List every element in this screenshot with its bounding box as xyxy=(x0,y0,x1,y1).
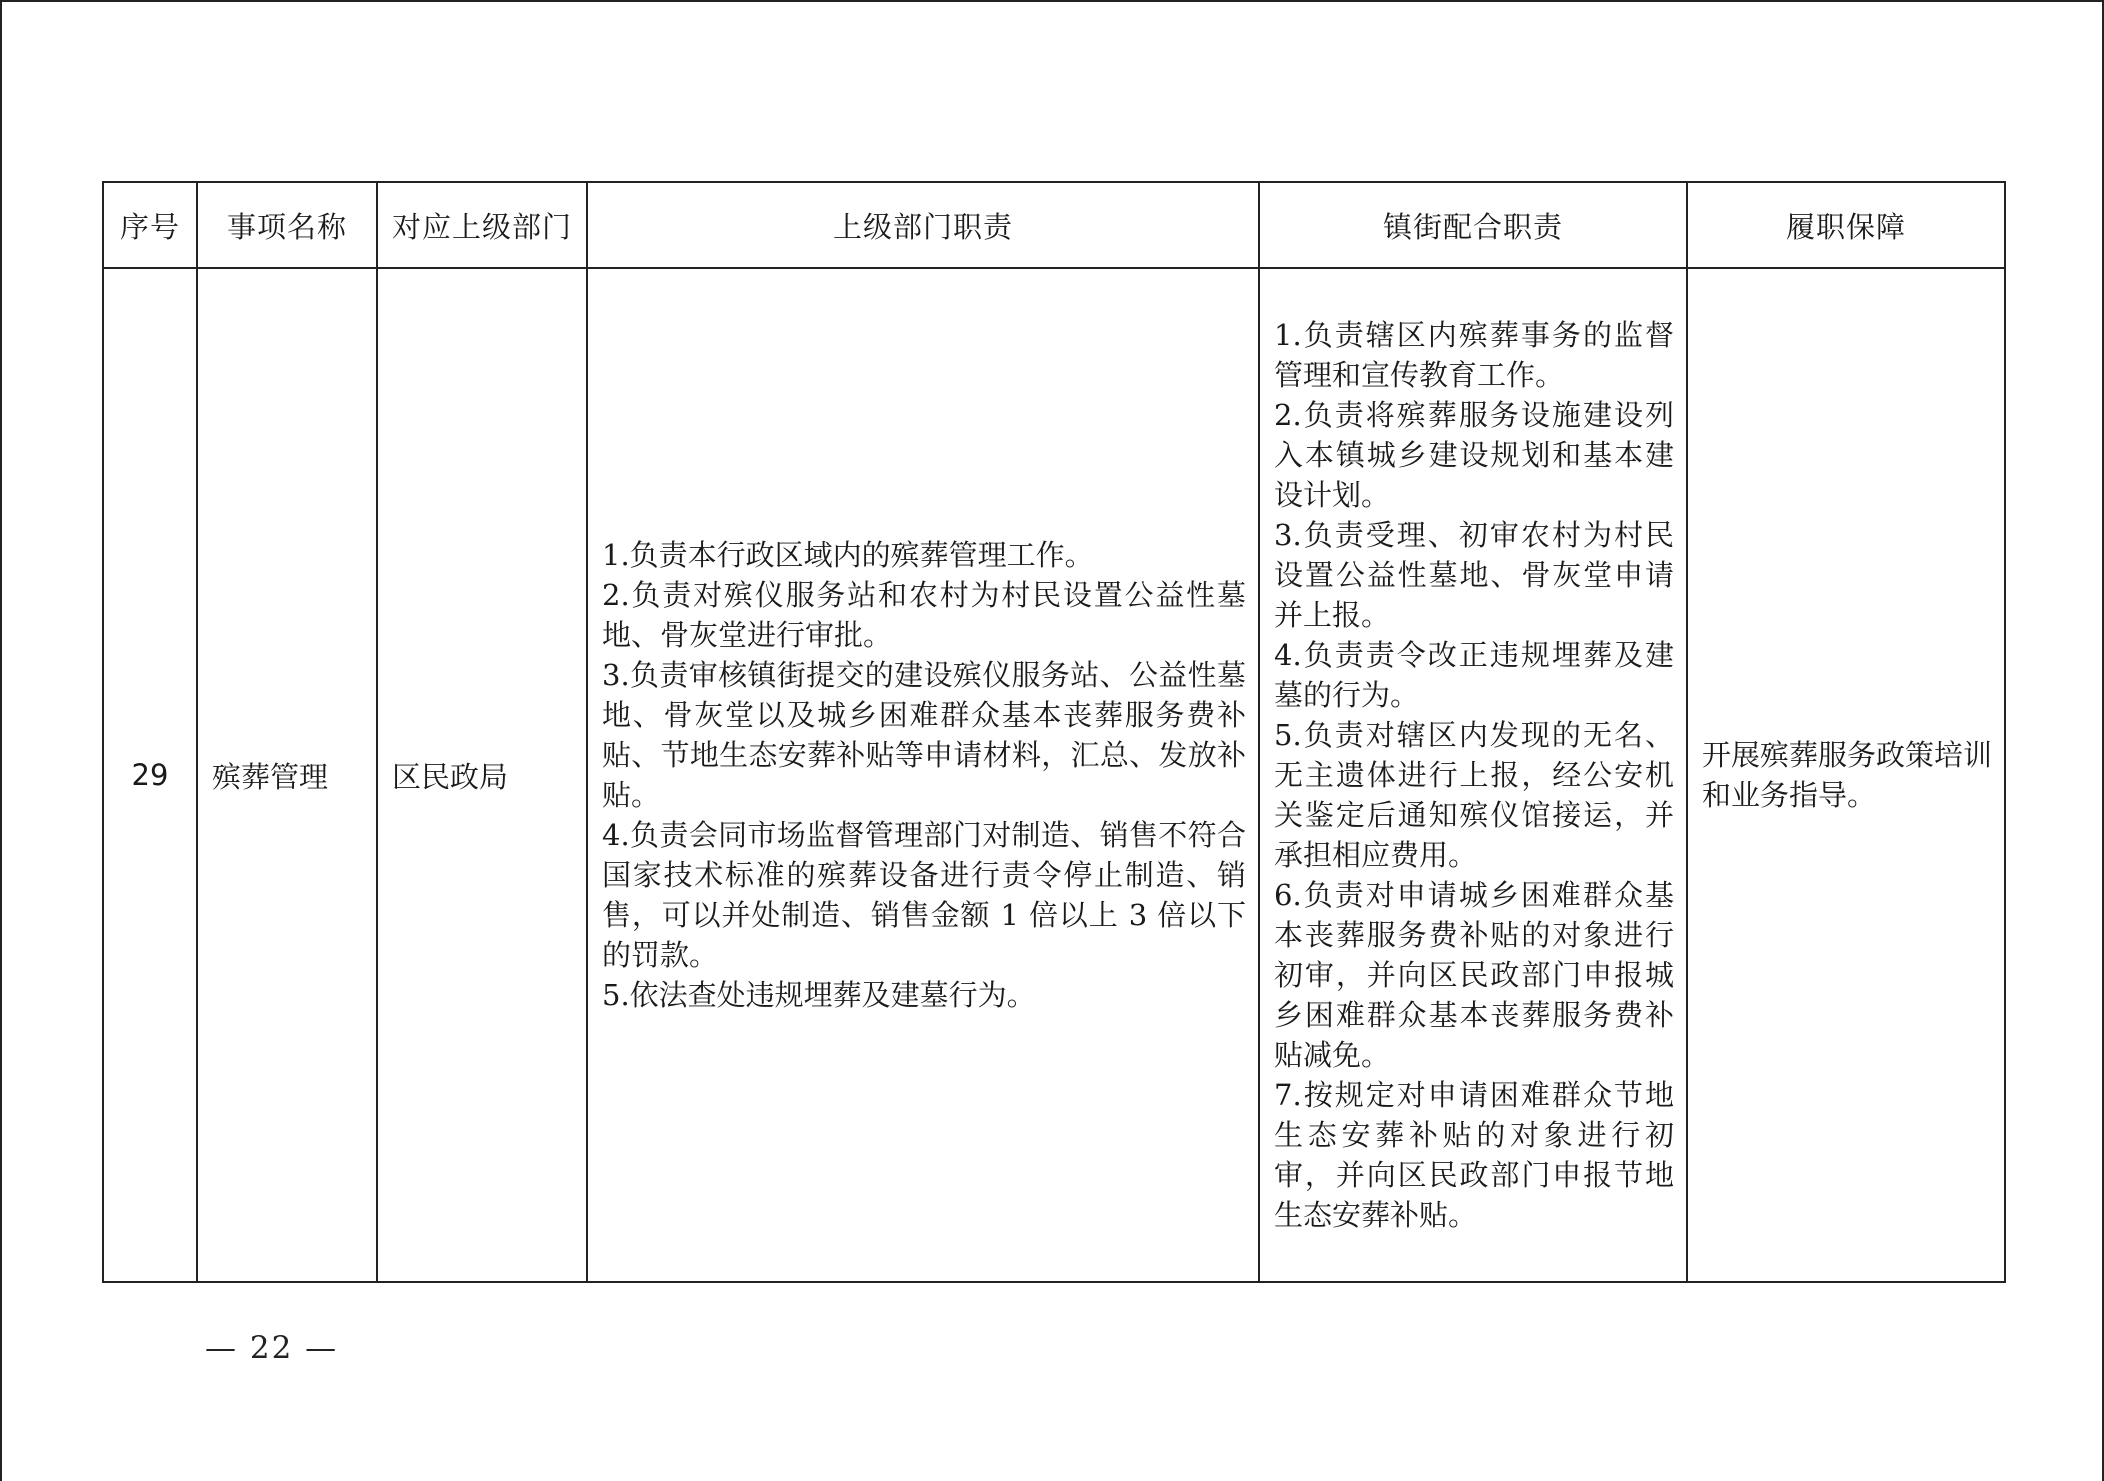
town-duties-list xyxy=(1274,315,1674,1235)
row-guarantee xyxy=(1687,268,2005,1282)
town-duty-item: 1.负责辖区内殡葬事务的监督管理和宣传教育工作。 xyxy=(1274,318,1674,392)
header-item-name: 事项名称 xyxy=(197,182,377,268)
header-town-duties: 镇街配合职责 xyxy=(1259,182,1687,268)
header-department: 对应上级部门 xyxy=(377,182,587,268)
town-duty-item: 2.负责将殡葬服务设施建设列入本镇城乡建设规划和基本建设计划。 xyxy=(1274,398,1674,512)
header-upper-duties: 上级部门职责 xyxy=(587,182,1259,268)
row-department: 区民政局 xyxy=(377,268,587,1282)
town-duty-item: 6.负责对申请城乡困难群众基本丧葬服务费补贴的对象进行初审，并向区民政部门申报城乡困难群众基本丧葬服务费补贴减免。 xyxy=(1274,878,1674,1072)
row-upper-duties xyxy=(587,268,1259,1282)
row-number: 29 xyxy=(103,268,197,1282)
header-guarantee: 履职保障 xyxy=(1687,182,2005,268)
duty-table xyxy=(102,181,2006,1283)
town-duty-item: 4.负责责令改正违规埋葬及建墓的行为。 xyxy=(1274,638,1674,712)
page-border-top xyxy=(0,0,2104,2)
guarantee-text: 开展殡葬服务政策培训和业务指导。 xyxy=(1702,738,1993,812)
row-town-duties xyxy=(1259,268,1687,1282)
upper-duty-item: 2.负责对殡仪服务站和农村为村民设置公益性墓地、骨灰堂进行审批。 xyxy=(602,578,1246,652)
page-number: — 22 — xyxy=(205,1330,339,1366)
town-duty-item: 5.负责对辖区内发现的无名、无主遗体进行上报，经公安机关鉴定后通知殡仪馆接运，并承担相应费用。 xyxy=(1274,718,1674,872)
table-header-row xyxy=(103,182,2005,268)
row-item-name: 殡葬管理 xyxy=(197,268,377,1282)
upper-duty-item: 1.负责本行政区域内的殡葬管理工作。 xyxy=(602,538,1094,572)
town-duty-item: 3.负责受理、初审农村为村民设置公益性墓地、骨灰堂申请并上报。 xyxy=(1274,518,1674,632)
town-duty-item: 7.按规定对申请困难群众节地生态安葬补贴的对象进行初审，并向区民政部门申报节地生态安葬补贴。 xyxy=(1274,1078,1674,1232)
table-row xyxy=(103,268,2005,1282)
upper-duty-item: 3.负责审核镇街提交的建设殡仪服务站、公益性墓地、骨灰堂以及城乡困难群众基本丧葬服务费补贴、节地生态安葬补贴等申请材料，汇总、发放补贴。 xyxy=(602,658,1246,812)
upper-duties-list xyxy=(602,535,1246,1015)
upper-duty-item: 5.依法查处违规埋葬及建墓行为。 xyxy=(602,978,1036,1012)
upper-duty-item: 4.负责会同市场监督管理部门对制造、销售不符合国家技术标准的殡葬设备进行责令停止制造、销售，可以并处制造、销售金额 1 倍以上 3 倍以下的罚款。 xyxy=(602,818,1246,972)
page-border-left xyxy=(0,0,2,1481)
header-number: 序号 xyxy=(103,182,197,268)
